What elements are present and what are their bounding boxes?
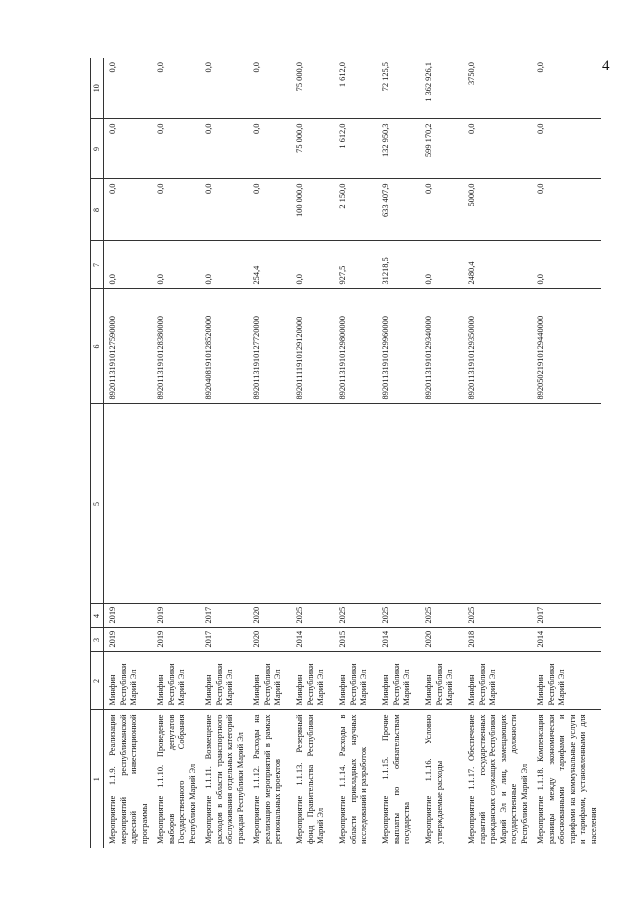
executor: Минфин Республики Марий Эл bbox=[248, 652, 291, 710]
end-year: 2025 bbox=[463, 604, 532, 628]
value-col-10: 1 362 926,1 bbox=[420, 58, 463, 119]
measure-name: Мероприятие 1.1.15. Прочие выплаты по обязательствам государства bbox=[381, 714, 411, 844]
end-year: 2025 bbox=[420, 604, 463, 628]
measure-name: Мероприятие 1.1.17. Обеспечение гарантий государственных гражданских служащих Республики Марий Эл и лиц, замещающих государственные должности Республики Марий Эл bbox=[467, 714, 529, 844]
value-col-7: 0,0 bbox=[104, 241, 153, 289]
column-5 bbox=[377, 404, 420, 604]
value-col-8: 0,0 bbox=[104, 179, 153, 241]
table-row bbox=[104, 58, 153, 848]
measure-name: Мероприятие 1.1.16. Условно утверждаемые расходы bbox=[424, 714, 444, 844]
executor: Минфин Республики Марий Эл bbox=[420, 652, 463, 710]
column-number: 8 bbox=[91, 179, 104, 241]
budget-code: 89201131910127720000 bbox=[248, 289, 291, 404]
column-number: 6 bbox=[91, 289, 104, 404]
column-5 bbox=[200, 404, 248, 604]
value-col-9: 0,0 bbox=[152, 119, 200, 179]
value-col-9: 599 170,2 bbox=[420, 119, 463, 179]
table-row bbox=[420, 58, 463, 848]
measure-name: Мероприятие 1.1.18. Компенсация разницы между экономически обоснованными тарифами и тарифами на коммунальные услуги и тарифами, установленными для населения bbox=[536, 714, 598, 844]
rotated-table-container bbox=[90, 58, 630, 848]
end-year: 2020 bbox=[248, 604, 291, 628]
value-col-9: 0,0 bbox=[463, 119, 532, 179]
value-col-10: 75 000,0 bbox=[291, 58, 334, 119]
start-year: 2015 bbox=[334, 628, 377, 652]
budget-code: 89201131910128380000 bbox=[152, 289, 200, 404]
measure-name: Мероприятие 1.1.10. Проведение выборов депутатов Государственного Собрания Республики Марий Эл bbox=[156, 714, 197, 844]
value-col-9: 0,0 bbox=[200, 119, 248, 179]
budget-code: 89205021910129440000 bbox=[532, 289, 601, 404]
measure-name: Мероприятие 1.1.13. Резервный фонд Правительства Республики Марий Эл bbox=[295, 714, 325, 844]
page-number: 4 bbox=[602, 58, 610, 74]
budget-code: 89201131910129960000 bbox=[377, 289, 420, 404]
executor: Минфин Республики Марий Эл bbox=[104, 652, 153, 710]
table-row bbox=[200, 58, 248, 848]
value-col-9: 0,0 bbox=[104, 119, 153, 179]
value-col-10: 3750,0 bbox=[463, 58, 532, 119]
table-row bbox=[532, 58, 601, 848]
budget-code: 89201131910129800000 bbox=[334, 289, 377, 404]
column-5 bbox=[532, 404, 601, 604]
executor: Минфин Республики Марий Эл bbox=[532, 652, 601, 710]
value-col-8: 0,0 bbox=[200, 179, 248, 241]
executor: Минфин Республики Марий Эл bbox=[463, 652, 532, 710]
value-col-8: 0,0 bbox=[152, 179, 200, 241]
start-year: 2019 bbox=[152, 628, 200, 652]
table-row bbox=[377, 58, 420, 848]
column-number: 4 bbox=[91, 604, 104, 628]
column-number-row bbox=[91, 58, 104, 848]
start-year: 2019 bbox=[104, 628, 153, 652]
measure-name: Мероприятие 1.1.14. Расходы в области прикладных научных исследований и разработок bbox=[338, 714, 368, 844]
column-number: 9 bbox=[91, 119, 104, 179]
value-col-10: 1 612,0 bbox=[334, 58, 377, 119]
end-year: 2017 bbox=[200, 604, 248, 628]
end-year: 2025 bbox=[334, 604, 377, 628]
executor: Минфин Республики Марий Эл bbox=[377, 652, 420, 710]
measure-name: Мероприятие 1.1.9. Реализации мероприятий республиканской адресной инвестиционной программы bbox=[108, 714, 149, 844]
value-col-7: 0,0 bbox=[200, 241, 248, 289]
value-col-8: 633 407,9 bbox=[377, 179, 420, 241]
value-col-9: 0,0 bbox=[532, 119, 601, 179]
end-year: 2019 bbox=[152, 604, 200, 628]
column-number: 1 bbox=[91, 710, 104, 848]
value-col-8: 5000,0 bbox=[463, 179, 532, 241]
budget-code: 89201131910127590000 bbox=[104, 289, 153, 404]
budget-code: 89201111910129120000 bbox=[291, 289, 334, 404]
value-col-9: 1 612,0 bbox=[334, 119, 377, 179]
column-5 bbox=[248, 404, 291, 604]
measure-name: Мероприятие 1.1.11. Возмещение расходов в области транспортного обслуживания отдельных категорий граждан Республики Марий Эл bbox=[204, 714, 245, 844]
start-year: 2017 bbox=[200, 628, 248, 652]
start-year: 2018 bbox=[463, 628, 532, 652]
value-col-9: 0,0 bbox=[248, 119, 291, 179]
value-col-7: 2480,4 bbox=[463, 241, 532, 289]
value-col-8: 0,0 bbox=[248, 179, 291, 241]
measure-name: Мероприятие 1.1.12. Расходы на реализацию мероприятий в рамках региональных проектов bbox=[252, 714, 282, 844]
column-number: 7 bbox=[91, 241, 104, 289]
start-year: 2020 bbox=[248, 628, 291, 652]
start-year: 2014 bbox=[532, 628, 601, 652]
column-number: 2 bbox=[91, 652, 104, 710]
end-year: 2025 bbox=[377, 604, 420, 628]
value-col-10: 72 125,5 bbox=[377, 58, 420, 119]
column-number: 3 bbox=[91, 628, 104, 652]
column-5 bbox=[291, 404, 334, 604]
value-col-10: 0,0 bbox=[532, 58, 601, 119]
budget-code: 89201131910129340000 bbox=[420, 289, 463, 404]
column-5 bbox=[420, 404, 463, 604]
end-year: 2019 bbox=[104, 604, 153, 628]
budget-code: 89201131910129350000 bbox=[463, 289, 532, 404]
value-col-10: 0,0 bbox=[152, 58, 200, 119]
executor: Минфин Республики Марий Эл bbox=[200, 652, 248, 710]
value-col-7: 254,4 bbox=[248, 241, 291, 289]
column-number: 5 bbox=[91, 404, 104, 604]
value-col-8: 0,0 bbox=[532, 179, 601, 241]
table-row bbox=[334, 58, 377, 848]
value-col-10: 0,0 bbox=[248, 58, 291, 119]
start-year: 2020 bbox=[420, 628, 463, 652]
executor: Минфин Республики Марий Эл bbox=[152, 652, 200, 710]
value-col-7: 0,0 bbox=[152, 241, 200, 289]
end-year: 2025 bbox=[291, 604, 334, 628]
budget-table bbox=[90, 58, 601, 848]
table-row bbox=[248, 58, 291, 848]
value-col-7: 0,0 bbox=[420, 241, 463, 289]
value-col-10: 0,0 bbox=[104, 58, 153, 119]
executor: Минфин Республики Марий Эл bbox=[291, 652, 334, 710]
column-5 bbox=[334, 404, 377, 604]
value-col-7: 0,0 bbox=[532, 241, 601, 289]
end-year: 2017 bbox=[532, 604, 601, 628]
executor: Минфин Республики Марий Эл bbox=[334, 652, 377, 710]
column-number: 10 bbox=[91, 58, 104, 119]
column-5 bbox=[463, 404, 532, 604]
value-col-7: 927,5 bbox=[334, 241, 377, 289]
value-col-8: 0,0 bbox=[420, 179, 463, 241]
value-col-8: 2 150,0 bbox=[334, 179, 377, 241]
value-col-10: 0,0 bbox=[200, 58, 248, 119]
budget-code: 89204081910128520000 bbox=[200, 289, 248, 404]
column-5 bbox=[104, 404, 153, 604]
table-row bbox=[152, 58, 200, 848]
value-col-7: 31218,5 bbox=[377, 241, 420, 289]
value-col-8: 100 000,0 bbox=[291, 179, 334, 241]
start-year: 2014 bbox=[377, 628, 420, 652]
value-col-9: 75 000,0 bbox=[291, 119, 334, 179]
table-row bbox=[291, 58, 334, 848]
value-col-7: 0,0 bbox=[291, 241, 334, 289]
start-year: 2014 bbox=[291, 628, 334, 652]
table-row bbox=[463, 58, 532, 848]
column-5 bbox=[152, 404, 200, 604]
value-col-9: 132 950,3 bbox=[377, 119, 420, 179]
